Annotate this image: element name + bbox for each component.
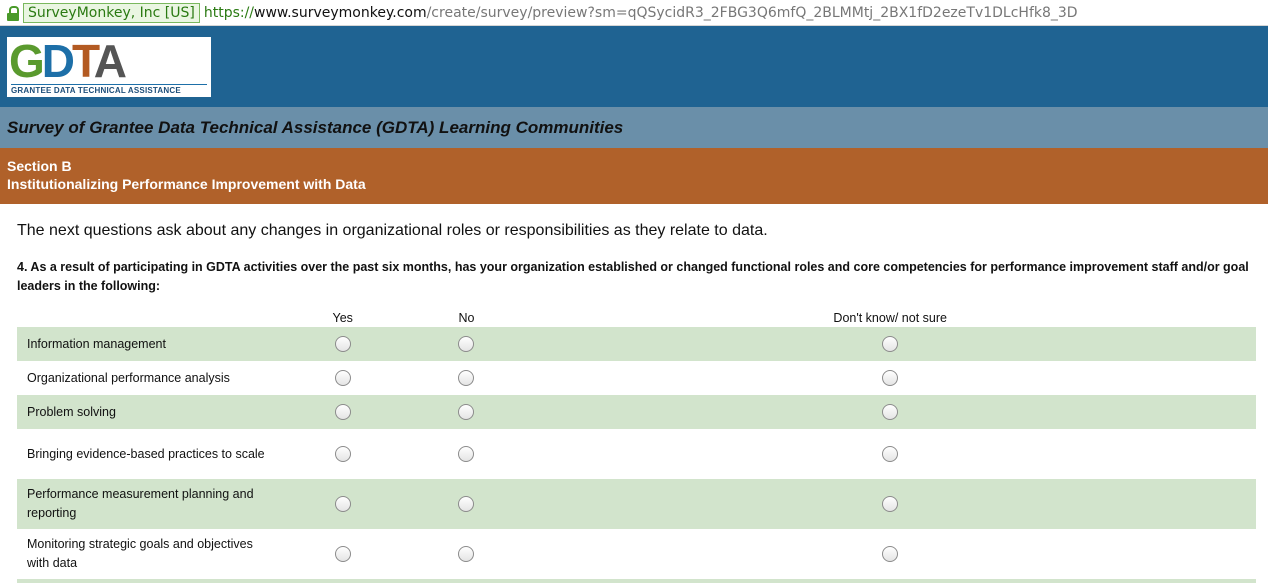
radio-no[interactable]: [458, 336, 474, 352]
radio-dont-know[interactable]: [882, 546, 898, 562]
radio-yes[interactable]: [335, 404, 351, 420]
section-header: [0, 148, 1268, 204]
radio-yes[interactable]: [335, 546, 351, 562]
radio-no[interactable]: [458, 546, 474, 562]
lock-icon: [6, 5, 20, 21]
radio-no[interactable]: [458, 446, 474, 462]
matrix-row: [17, 361, 1256, 395]
survey-title-bar: [0, 107, 1268, 148]
matrix-row: [17, 429, 1256, 479]
matrix-header-row: [17, 305, 1256, 327]
browser-address-bar[interactable]: [0, 0, 1268, 26]
matrix-row-partial: [17, 579, 1256, 583]
survey-content: [0, 222, 1268, 583]
row-label: Bringing evidence-based practices to scale: [27, 446, 265, 461]
radio-dont-know[interactable]: [882, 404, 898, 420]
column-header-yes: Yes: [332, 311, 353, 325]
matrix-row: [17, 529, 1256, 579]
logo-mark: GDTA: [9, 35, 124, 87]
radio-no[interactable]: [458, 496, 474, 512]
radio-no[interactable]: [458, 370, 474, 386]
radio-dont-know[interactable]: [882, 336, 898, 352]
radio-yes[interactable]: [335, 370, 351, 386]
section-label: Section B: [7, 158, 72, 174]
question-text: 4. As a result of participating in GDTA activities over the past six months, has your organization established or changed functional roles and core competencies for performance improvement staff and/or goal leaders in the following:: [17, 260, 1249, 293]
url-host: www.surveymonkey.com: [254, 4, 427, 21]
column-header-no: No: [458, 311, 475, 325]
row-label: Monitoring strategic goals and objectives with data: [27, 537, 253, 570]
radio-yes[interactable]: [335, 336, 351, 352]
matrix-row: [17, 327, 1256, 361]
row-label: Organizational performance analysis: [27, 370, 230, 385]
matrix-corner: [17, 305, 277, 327]
intro-text: The next questions ask about any changes in organizational roles or responsibilities as they relate to data.: [17, 222, 768, 239]
section-title: Institutionalizing Performance Improvement with Data: [7, 176, 366, 192]
row-label: Information management: [17, 327, 277, 361]
url-text[interactable]: [204, 5, 1078, 21]
radio-yes[interactable]: [335, 496, 351, 512]
row-label: Problem solving: [17, 395, 277, 429]
column-header-dont-know: Don't know/ not sure: [833, 311, 947, 325]
logo-tagline: GRANTEE DATA TECHNICAL ASSISTANCE: [11, 84, 207, 95]
header-banner: [0, 26, 1268, 107]
radio-dont-know[interactable]: [882, 496, 898, 512]
question-matrix: [17, 305, 1256, 583]
gdta-logo: [7, 37, 211, 97]
url-scheme: https://: [203, 4, 255, 21]
matrix-row: [17, 395, 1256, 429]
survey-title: Survey of Grantee Data Technical Assistance (GDTA) Learning Communities: [7, 117, 624, 137]
radio-no[interactable]: [458, 404, 474, 420]
matrix-row: [17, 479, 1256, 529]
radio-dont-know[interactable]: [882, 446, 898, 462]
radio-yes[interactable]: [335, 446, 351, 462]
site-identity-badge[interactable]: SurveyMonkey, Inc [US]: [23, 3, 200, 23]
row-label: Performance measurement planning and reporting: [17, 479, 277, 529]
url-path: /create/survey/preview?sm=qQSycidR3_2FBG3Q6mfQ_2BLMMtj_2BX1fD2ezeTv1DLcHfk8_3D: [426, 4, 1078, 21]
radio-dont-know[interactable]: [882, 370, 898, 386]
